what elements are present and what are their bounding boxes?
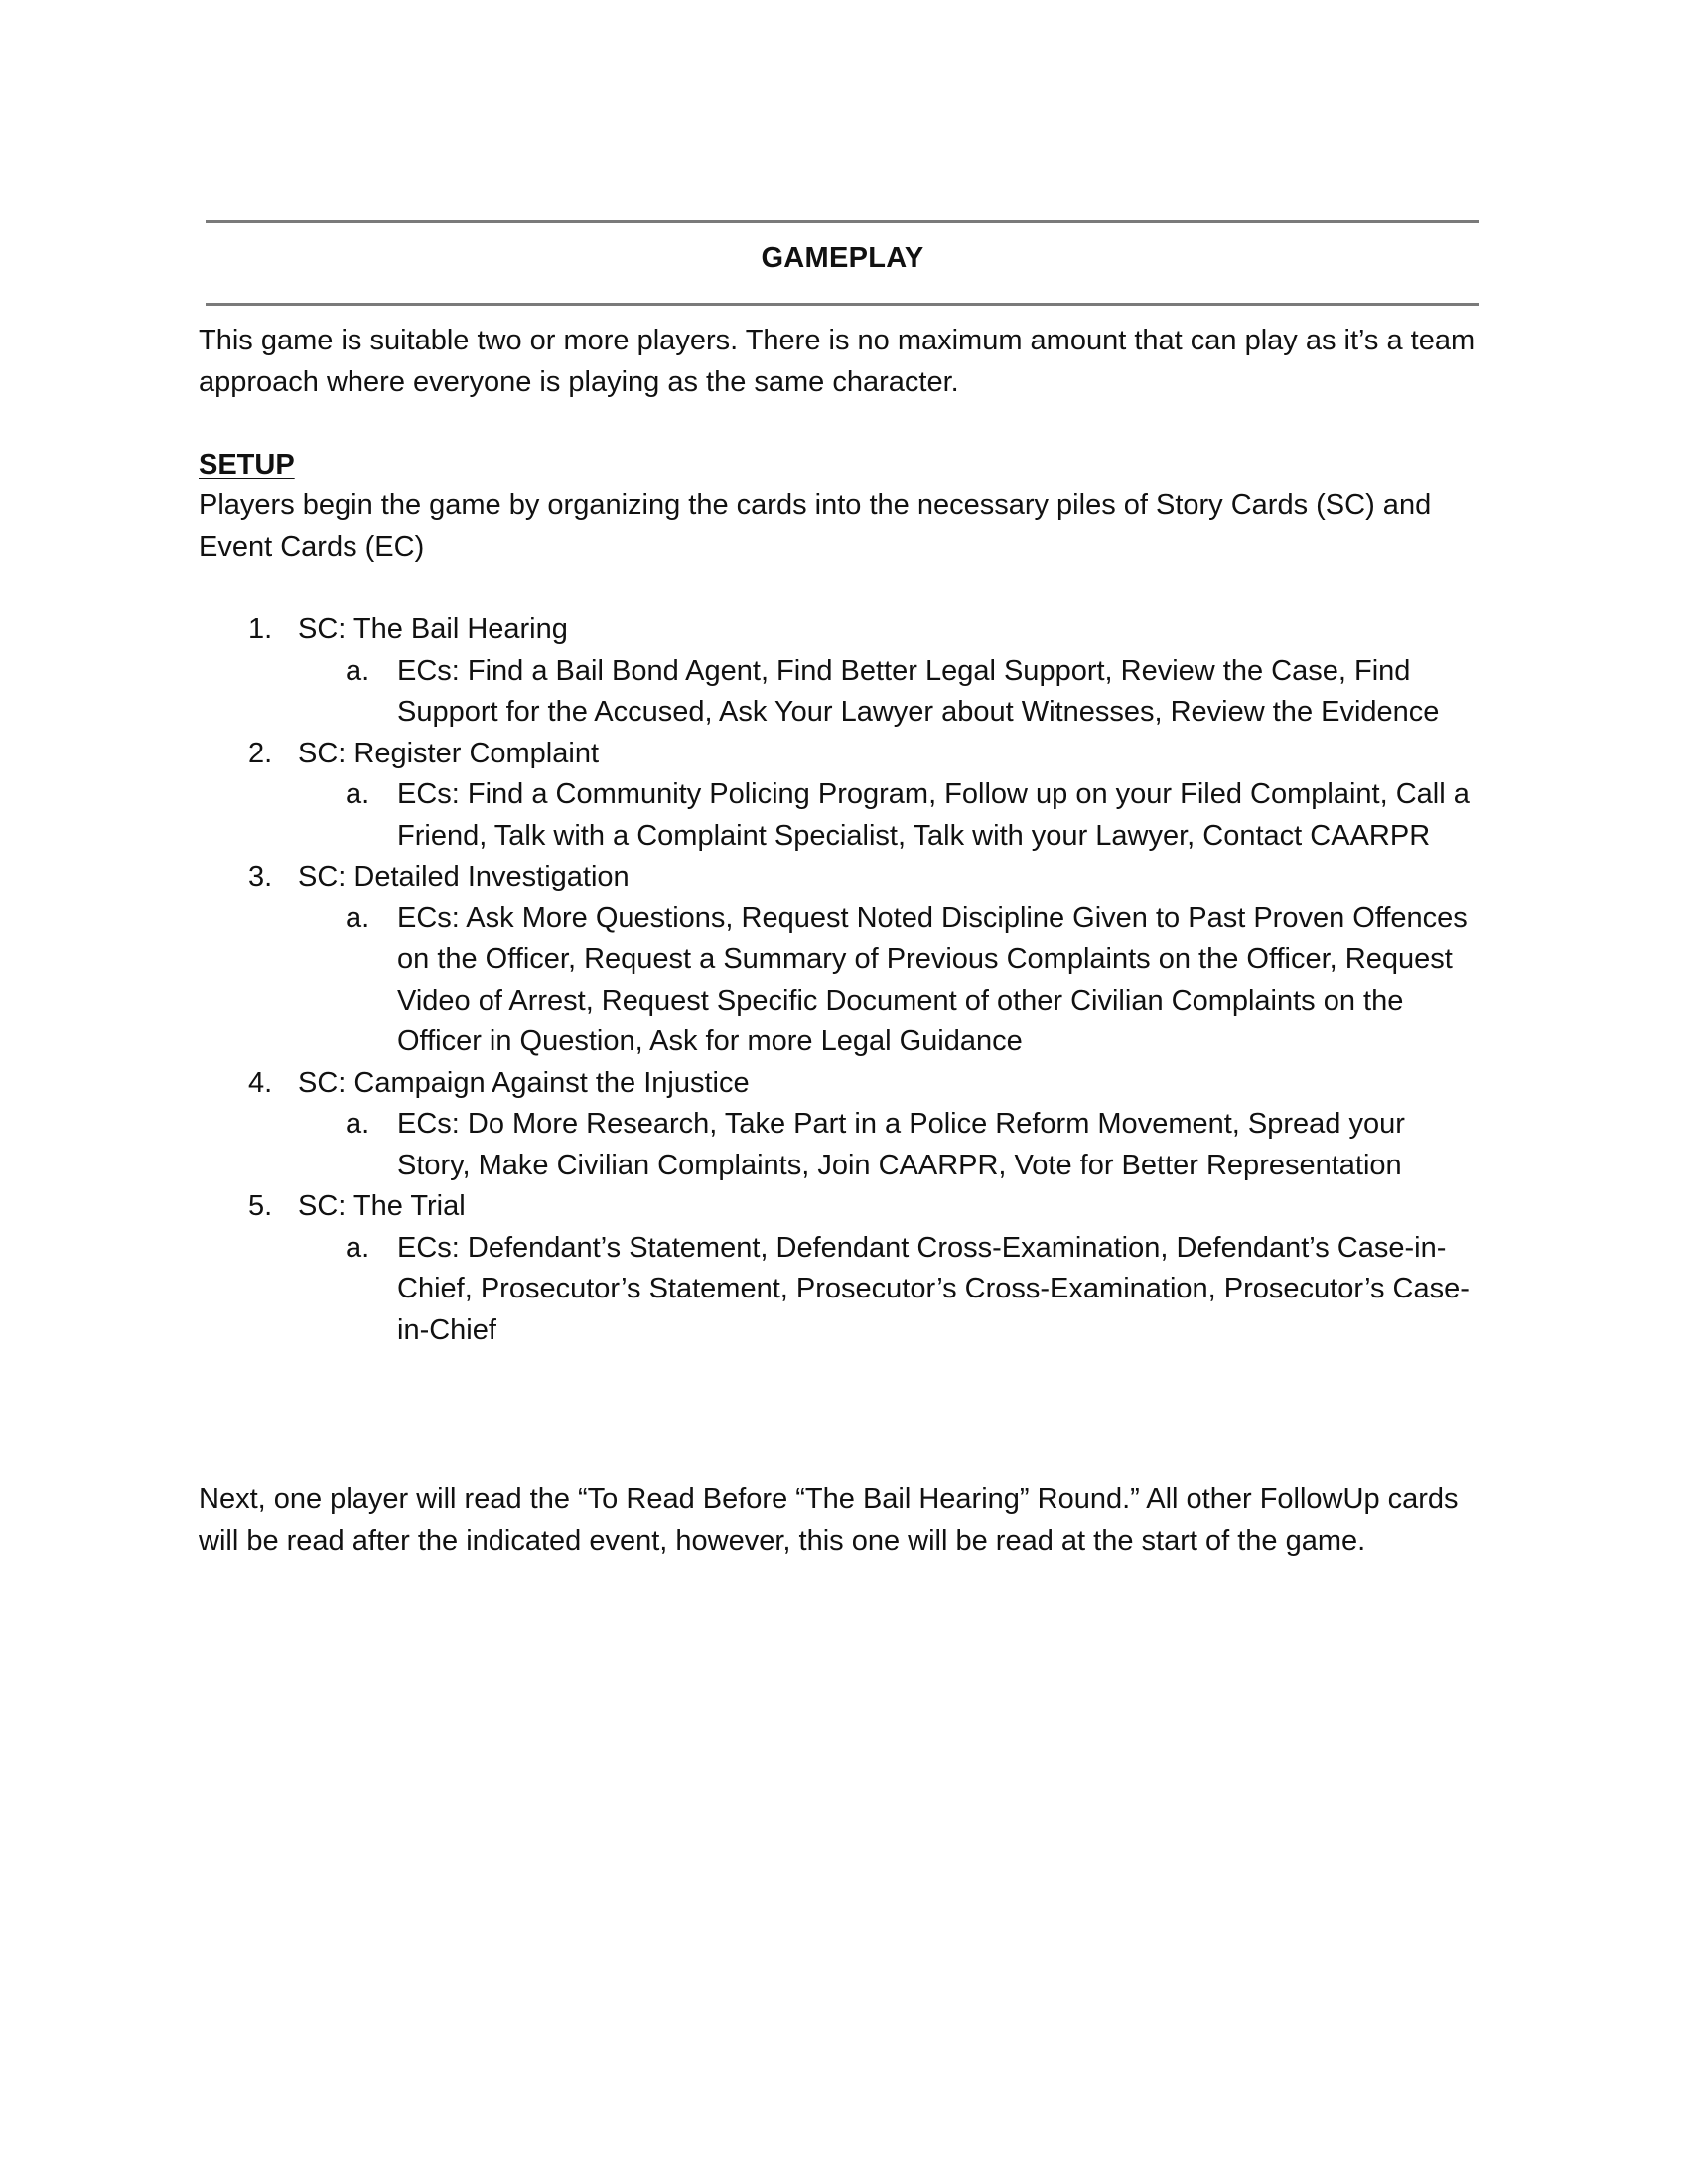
item-number: 2.	[248, 737, 273, 769]
item-number: 1.	[248, 614, 273, 645]
event-cards-text: ECs: Find a Community Policing Program, Follow up on your Filed Complaint, Call a Friend, Talk with a Complaint Specialist, Talk with your Lawyer, Contact CAARPR	[397, 778, 1470, 852]
story-card-label: SC: The Trial	[298, 1190, 466, 1222]
story-card-item	[199, 734, 1489, 858]
story-card-label: SC: The Bail Hearing	[298, 614, 568, 645]
item-number: 3.	[248, 861, 273, 892]
item-number: 4.	[248, 1066, 273, 1099]
story-card-label: SC: Campaign Against the Injustice	[298, 1066, 750, 1099]
story-card-item	[199, 1063, 1489, 1187]
item-number: 5.	[248, 1190, 273, 1222]
event-cards-text: ECs: Defendant’s Statement, Defendant Cross-Examination, Defendant’s Case-in-Chief, Prosecutor’s Statement, Prosecutor’s Cross-Examination, Prosecutor’s Case-in-Chief	[397, 1231, 1470, 1346]
story-card-label: SC: Detailed Investigation	[298, 861, 630, 892]
sub-item-letter: a.	[346, 1108, 370, 1140]
event-cards-text: ECs: Find a Bail Bond Agent, Find Better Legal Support, Review the Case, Find Support for the Accused, Ask Your Lawyer about Witnesses, Review the Evidence	[397, 654, 1440, 728]
story-card-item	[199, 610, 1489, 734]
sub-item-letter: a.	[346, 1231, 370, 1264]
title-top-rule	[206, 220, 1479, 223]
intro-paragraph: This game is suitable two or more players. There is no maximum amount that can play as it’s a team approach where everyone is playing as the same character.	[199, 325, 1476, 398]
setup-heading: SETUP	[199, 449, 295, 480]
sub-item-letter: a.	[346, 654, 370, 687]
title-bottom-rule	[206, 303, 1479, 306]
story-card-item	[199, 1186, 1489, 1351]
event-cards-text: ECs: Do More Research, Take Part in a Police Reform Movement, Spread your Story, Make Civilian Complaints, Join CAARPR, Vote for Better Representation	[397, 1108, 1405, 1181]
event-cards-text: ECs: Ask More Questions, Request Noted Discipline Given to Past Proven Offences on the Officer, Request a Summary of Previous Complaints on the Officer, Request Video of Arrest, Request Specific Document of other Civilian Complaints on the Officer in Question, Ask for more Legal Guidance	[397, 901, 1468, 1057]
closing-paragraph: Next, one player will read the “To Read Before “The Bail Hearing” Round.” All other FollowUp cards will be read after the indicated event, however, this one will be read at the start of the game.	[199, 1483, 1459, 1557]
sub-item-letter: a.	[346, 901, 370, 934]
setup-paragraph: Players begin the game by organizing the cards into the necessary piles of Story Cards (SC) and Event Cards (EC)	[199, 489, 1432, 563]
story-card-label: SC: Register Complaint	[298, 737, 599, 769]
story-card-item	[199, 857, 1489, 1063]
sub-item-letter: a.	[346, 778, 370, 810]
page-title: GAMEPLAY	[761, 242, 924, 274]
story-card-list	[199, 610, 1489, 1351]
